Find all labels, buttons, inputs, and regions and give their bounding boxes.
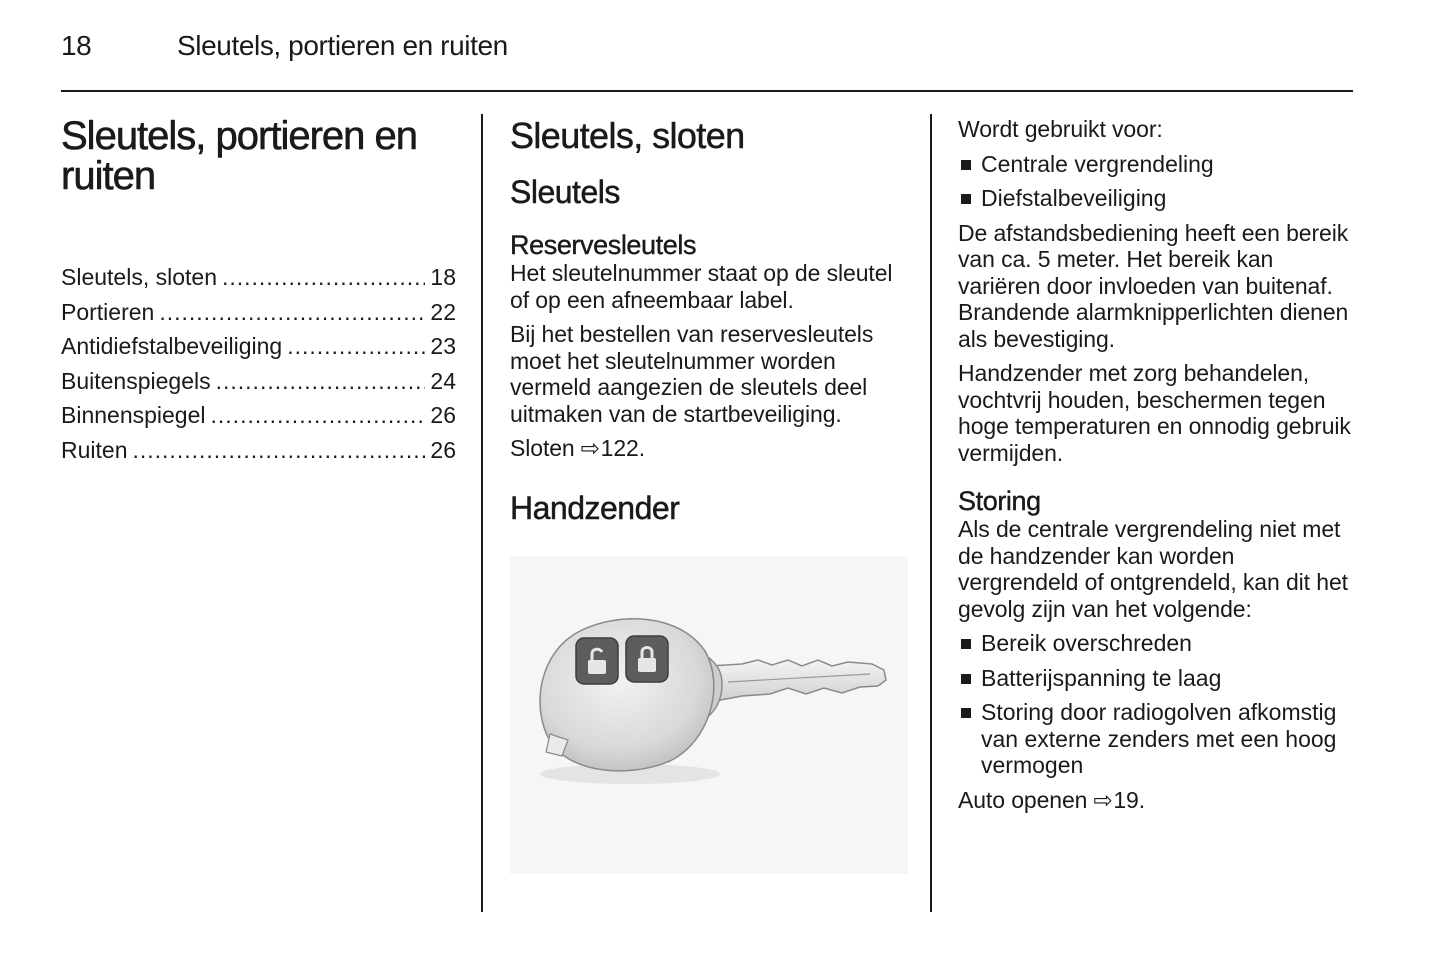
toc-leader	[211, 402, 426, 429]
toc-leader	[287, 333, 425, 360]
toc-item[interactable]	[61, 402, 456, 437]
ref-label: Auto openen	[958, 786, 1088, 813]
arrow-right-icon: ⇨	[1093, 786, 1113, 813]
list-item: Diefstalbeveiliging	[958, 185, 1358, 212]
storing-heading: Storing	[958, 486, 1041, 516]
reserve-paragraph-2: Bij het bestellen van reservesleutels moet het sleutelnummer worden vermeld aangezien de sleutels deel uitmaken van de startbeveiliging.	[510, 321, 874, 427]
column-divider-2	[930, 114, 932, 912]
toc-page: 24	[430, 367, 456, 394]
toc-page: 22	[430, 298, 456, 325]
chapter-column	[61, 114, 456, 463]
toc-page: 18	[430, 264, 456, 290]
table-of-contents	[61, 264, 456, 471]
reserve-heading: Reservesleutels	[510, 230, 697, 260]
cross-reference[interactable]	[958, 787, 1358, 814]
keys-column	[510, 116, 908, 526]
list-item: Batterijspanning te laag	[958, 665, 1358, 692]
page-number: 18	[61, 30, 92, 61]
care-paragraph: Handzender met zorg behandelen, vochtvrij houden, beschermen tegen hoge temperaturen en onnodig gebruik vermijden.	[958, 360, 1351, 466]
header-rule	[61, 90, 1353, 92]
toc-page: 26	[430, 436, 456, 463]
toc-page: 26	[430, 402, 456, 428]
section-title: Sleutels, sloten	[510, 115, 745, 156]
toc-label: Antidiefstalbeveiliging	[61, 333, 283, 359]
toc-leader	[132, 437, 425, 464]
ref-page: 19.	[1113, 786, 1146, 813]
toc-label: Portieren	[61, 298, 155, 325]
cross-reference[interactable]	[510, 435, 908, 462]
car-key-remote-icon	[510, 556, 908, 874]
toc-item[interactable]	[61, 368, 456, 403]
list-item: Centrale vergrendeling	[958, 151, 1358, 178]
handzender-title: Handzender	[510, 489, 680, 526]
reserve-paragraph-1: Het sleutelnummer staat op de sleutel of op een afneembaar label.	[510, 260, 893, 313]
list-item: Bereik overschreden	[958, 630, 1358, 657]
toc-item[interactable]	[61, 437, 456, 472]
chapter-title: Sleutels, portieren en ruiten	[61, 114, 418, 198]
toc-label: Buitenspiegels	[61, 367, 211, 394]
range-paragraph: De afstandsbediening heeft een bereik van ca. 5 meter. Het bereik kan variëren door invloeden van buitenaf. Brandende alarmknipperlichten dienen als bevestiging.	[958, 219, 1349, 352]
toc-leader	[222, 264, 425, 291]
remote-column	[958, 116, 1358, 813]
list-item: Storing door radiogolven afkomstig van externe zenders met een hoog vermogen	[958, 699, 1358, 779]
toc-item[interactable]	[61, 264, 456, 299]
uses-intro: Wordt gebruikt voor:	[958, 116, 1163, 142]
toc-item[interactable]	[61, 299, 456, 334]
arrow-right-icon: ⇨	[580, 435, 600, 461]
toc-leader	[216, 368, 426, 395]
storing-paragraph: Als de centrale vergrendeling niet met de handzender kan worden vergrendeld of ontgrendeld, kan dit het gevolg zijn van het volgende:	[958, 516, 1348, 622]
toc-label: Binnenspiegel	[61, 402, 206, 428]
toc-leader	[159, 299, 425, 326]
toc-label: Ruiten	[61, 436, 128, 463]
ref-page: 122.	[600, 435, 645, 461]
toc-label: Sleutels, sloten	[61, 264, 217, 290]
running-title: Sleutels, portieren en ruiten	[177, 30, 508, 61]
ref-label: Sloten	[510, 435, 575, 461]
toc-page: 23	[430, 333, 456, 359]
subsection-title: Sleutels	[510, 174, 620, 210]
toc-item[interactable]	[61, 333, 456, 368]
column-divider-1	[481, 114, 483, 912]
